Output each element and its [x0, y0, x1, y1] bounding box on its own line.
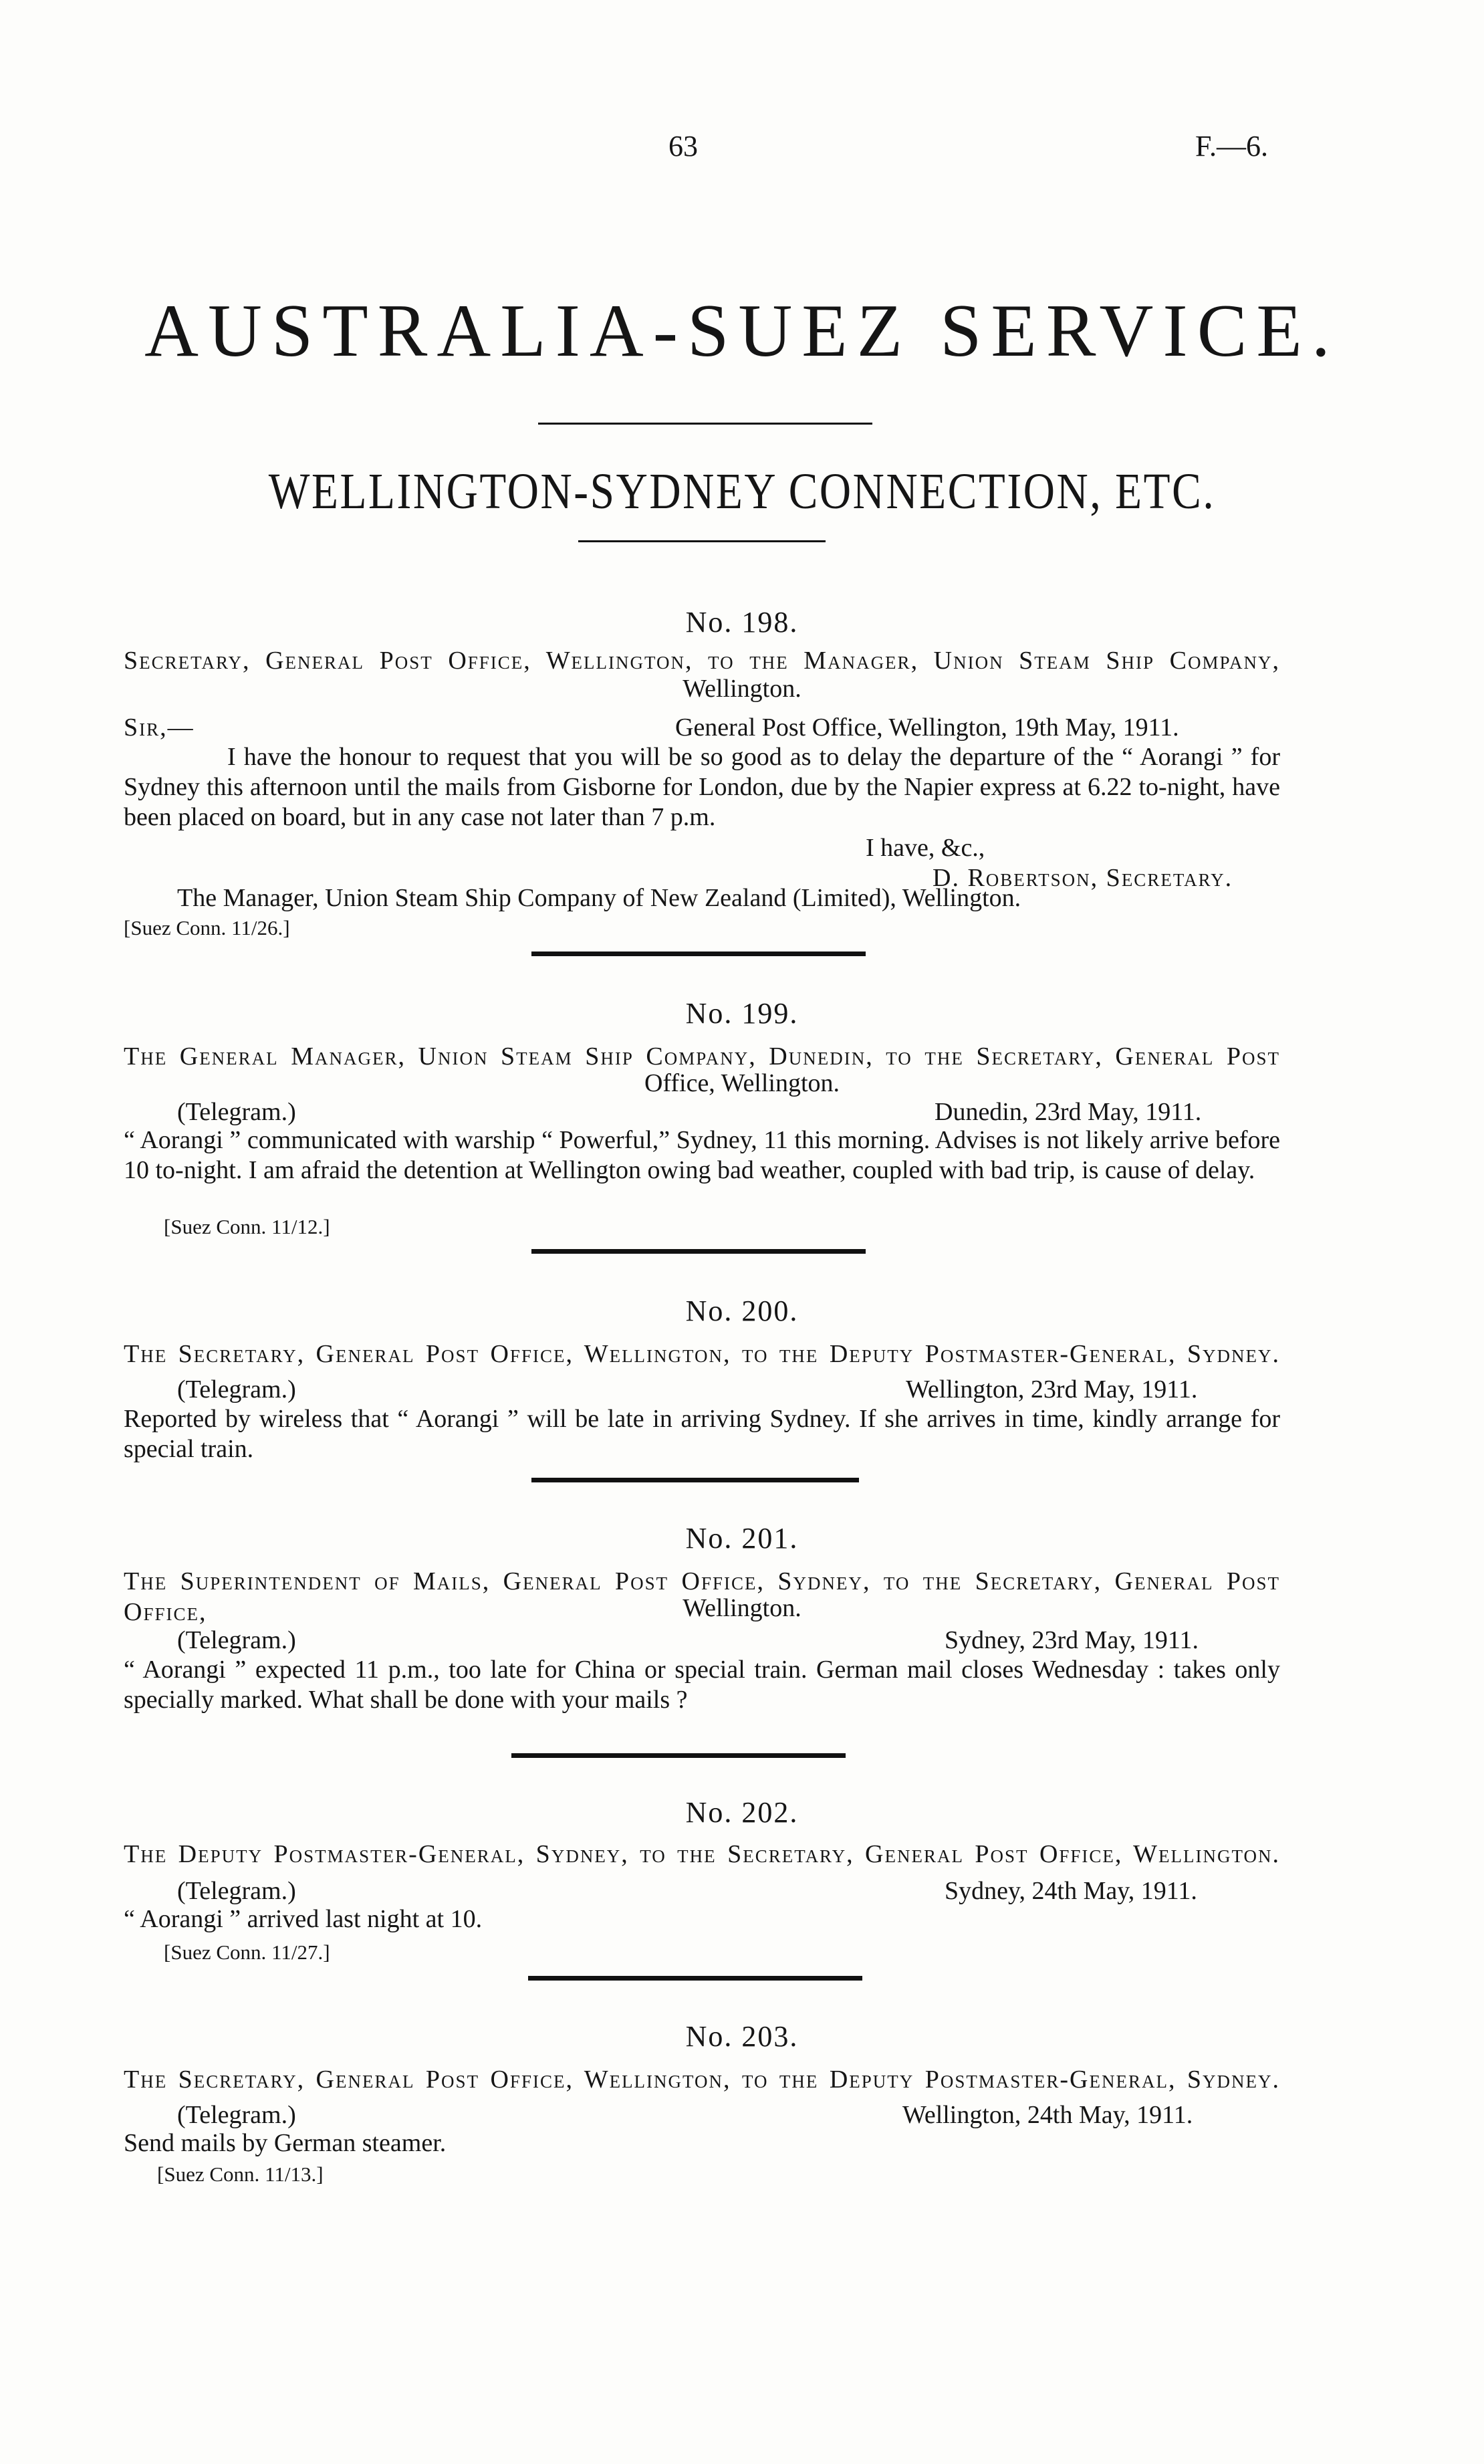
letter-203-reference: [Suez Conn. 11/13.] [157, 2162, 324, 2186]
letter-198-address-line2: Wellington. [683, 675, 801, 703]
letter-199-number: No. 199. [685, 997, 799, 1030]
page-title: AUSTRALIA-SUEZ SERVICE. [144, 290, 1340, 372]
letter-199-address-line2: Office, Wellington. [644, 1069, 840, 1097]
section-divider [528, 1976, 862, 1981]
title-rule [538, 423, 872, 425]
letter-200-date: Wellington, 23rd May, 1911. [906, 1375, 1198, 1404]
letter-198-address [124, 645, 1280, 676]
letter-199-address-line1: The General Manager, Union Steam Ship Company, Dunedin, to the Secretary, General Post [124, 1042, 1280, 1071]
document-reference: F.—6. [1195, 130, 1268, 162]
letter-198-recipient: The Manager, Union Steam Ship Company of New Zealand (Limited), Wellington. [177, 884, 1021, 912]
letter-203-body: Send mails by German steamer. [124, 2129, 447, 2157]
letter-199-reference: [Suez Conn. 11/12.] [164, 1215, 330, 1238]
letter-202-type: (Telegram.) [177, 1877, 296, 1905]
letter-201-body: “ Aorangi ” expected 11 p.m., too late for China or special train. German mail closes Wednesday : takes only specially marked. What shall be done with your mails ? [124, 1656, 1280, 1714]
letter-203-address-line1: The Secretary, General Post Office, Wellington, to the Deputy Postmaster-General, Sydney. [124, 2065, 1280, 2094]
letter-201-date: Sydney, 23rd May, 1911. [945, 1626, 1199, 1654]
letter-202-date: Sydney, 24th May, 1911. [945, 1877, 1197, 1905]
section-divider [511, 1753, 846, 1758]
letter-202-address-line1: The Deputy Postmaster-General, Sydney, to the Secretary, General Post Office, Wellington. [124, 1840, 1280, 1868]
letter-200-address-line1: The Secretary, General Post Office, Wellington, to the Deputy Postmaster-General, Sydney. [124, 1340, 1280, 1368]
letter-198-number: No. 198. [685, 606, 799, 639]
page-subtitle: WELLINGTON-SYDNEY CONNECTION, ETC. [268, 463, 1216, 520]
letter-199-type: (Telegram.) [177, 1098, 296, 1126]
section-divider [531, 951, 866, 956]
letter-200-number: No. 200. [685, 1295, 799, 1327]
letter-202-number: No. 202. [685, 1796, 799, 1829]
letter-199-date: Dunedin, 23rd May, 1911. [935, 1098, 1202, 1126]
letter-201-address-line2: Wellington. [683, 1594, 801, 1622]
letter-199-body: “ Aorangi ” communicated with warship “ Powerful,” Sydney, 11 this morning. Advises is not likely arrive before 10 to-night. I am afraid the detention at Wellington owing bad weather, coupled with bad trip, is cause of delay. [124, 1126, 1280, 1184]
letter-201-address-line1: The Superintendent of Mails, General Post Office, Sydney, to the Secretary, General Post Office, [124, 1567, 1280, 1626]
letter-203-date: Wellington, 24th May, 1911. [902, 2101, 1193, 2129]
letter-203-type: (Telegram.) [177, 2101, 296, 2129]
letter-200-type: (Telegram.) [177, 1375, 296, 1404]
letter-202-body: “ Aorangi ” arrived last night at 10. [124, 1905, 483, 1933]
subtitle-rule [578, 540, 826, 542]
letter-201-number: No. 201. [685, 1522, 799, 1555]
letter-198-date: General Post Office, Wellington, 19th May, 1911. [675, 713, 1179, 742]
page-number: 63 [668, 130, 698, 162]
letter-198-salutation: Sir,— [124, 713, 195, 742]
letter-198-address-line1: Secretary, General Post Office, Wellington, to the Manager, Union Steam Ship Company, [124, 647, 1280, 675]
letter-198-body: I have the honour to request that you will be so good as to delay the departure of the “ Aorangi ” for Sydney this afternoon until the mails from Gisborne for London, due by the Napier express at 6.22 to-night, have been placed on board, but in any case not later than 7 p.m. [124, 743, 1280, 831]
section-divider [531, 1478, 859, 1482]
section-divider [531, 1249, 866, 1254]
letter-198-closing: I have, &c., [866, 834, 985, 862]
letter-198-signature: D. Robertson, Secretary. [933, 864, 1233, 892]
letter-201-type: (Telegram.) [177, 1626, 296, 1654]
letter-202-reference: [Suez Conn. 11/27.] [164, 1940, 330, 1964]
letter-200-body: Reported by wireless that “ Aorangi ” will be late in arriving Sydney. If she arrives in time, kindly arrange for special train. [124, 1405, 1280, 1463]
letter-198-reference: [Suez Conn. 11/26.] [124, 916, 290, 939]
letter-203-number: No. 203. [685, 2020, 799, 2053]
